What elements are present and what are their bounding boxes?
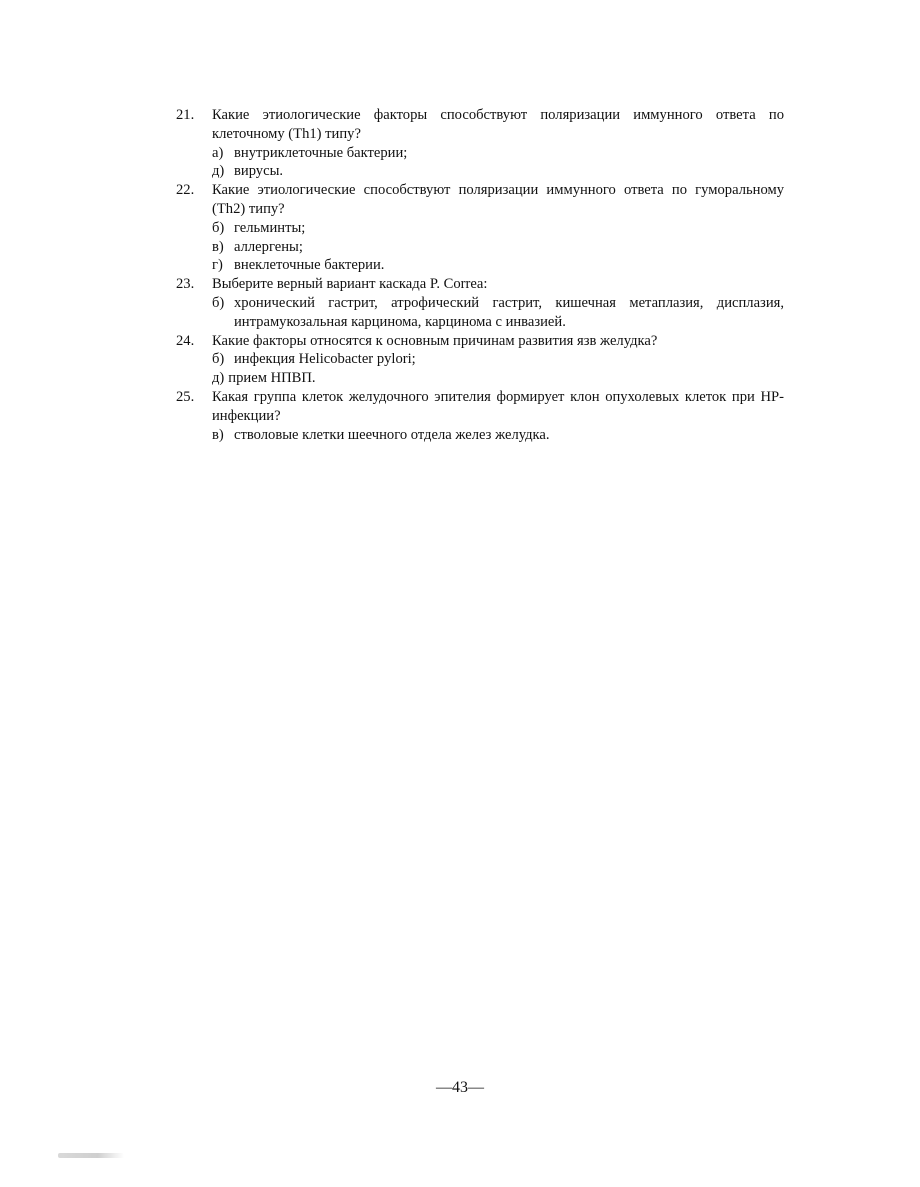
answer-letter: в): [212, 426, 224, 443]
question-text: Выберите верный вариант каскада P. Correa:: [212, 276, 488, 293]
answer-text: гельминты;: [234, 219, 306, 236]
answer-letter: б): [212, 219, 225, 236]
answer-option: [212, 350, 784, 369]
answer-option: [212, 238, 784, 257]
question-body: [212, 332, 784, 388]
answer-text: внеклеточные бактерии.: [234, 257, 385, 274]
question-text: Какая группа клеток желудочного эпителия формирует клон опухолевых клеток при HP-инфекции?: [212, 388, 784, 424]
question-body: [212, 181, 784, 275]
question-text: Какие этиологические факторы способствуют поляризации иммунного ответа по клеточному (Th1) типу?: [212, 107, 784, 142]
answer-letter: а): [212, 144, 224, 161]
answer-option: [212, 369, 784, 388]
question-22: [176, 181, 784, 275]
question-text: Какие этиологические способствуют поляризации иммунного ответа по гуморальному (Th2) типу?: [212, 182, 784, 217]
question-list: [176, 106, 784, 444]
answer-letter: д): [212, 370, 225, 387]
answer-text: прием НПВП.: [228, 370, 316, 387]
answer-option: [212, 256, 784, 275]
answer-letter: б): [212, 351, 225, 368]
question-body: [212, 275, 784, 331]
answer-option: [212, 162, 784, 181]
page-number: —43—: [436, 1079, 484, 1096]
answer-option: [212, 144, 784, 163]
answer-text: аллергены;: [234, 238, 303, 255]
question-23: [176, 275, 784, 331]
question-number: 25.: [176, 388, 195, 405]
scan-artifact: [58, 1153, 124, 1158]
question-24: [176, 332, 784, 388]
answer-text: инфекция Helicobacter pylori;: [234, 351, 416, 368]
answer-option: [212, 294, 784, 332]
answer-letter: г): [212, 257, 223, 274]
answer-text: стволовые клетки шеечного отдела желез желудка.: [234, 426, 550, 443]
question-number: 21.: [176, 107, 195, 123]
answer-text: внутриклеточные бактерии;: [234, 144, 408, 161]
answer-letter: б): [212, 294, 225, 311]
question-body: [212, 106, 784, 181]
question-number: 23.: [176, 276, 195, 293]
question-number: 22.: [176, 182, 195, 199]
answer-text: вирусы.: [234, 163, 284, 180]
answer-letter: д): [212, 163, 225, 180]
answer-letter: в): [212, 238, 224, 255]
question-21: [176, 106, 784, 181]
answer-option: [212, 219, 784, 238]
answer-text: хронический гастрит, атрофический гастрит, кишечная метаплазия, дисплазия, интрамукозальная карцинома, карцинома с инвазией.: [234, 294, 784, 330]
question-text: Какие факторы относятся к основным причинам развития язв желудка?: [212, 332, 658, 349]
question-number: 24.: [176, 332, 195, 349]
answer-option: [212, 426, 784, 445]
question-body: [212, 388, 784, 444]
question-25: [176, 388, 784, 444]
